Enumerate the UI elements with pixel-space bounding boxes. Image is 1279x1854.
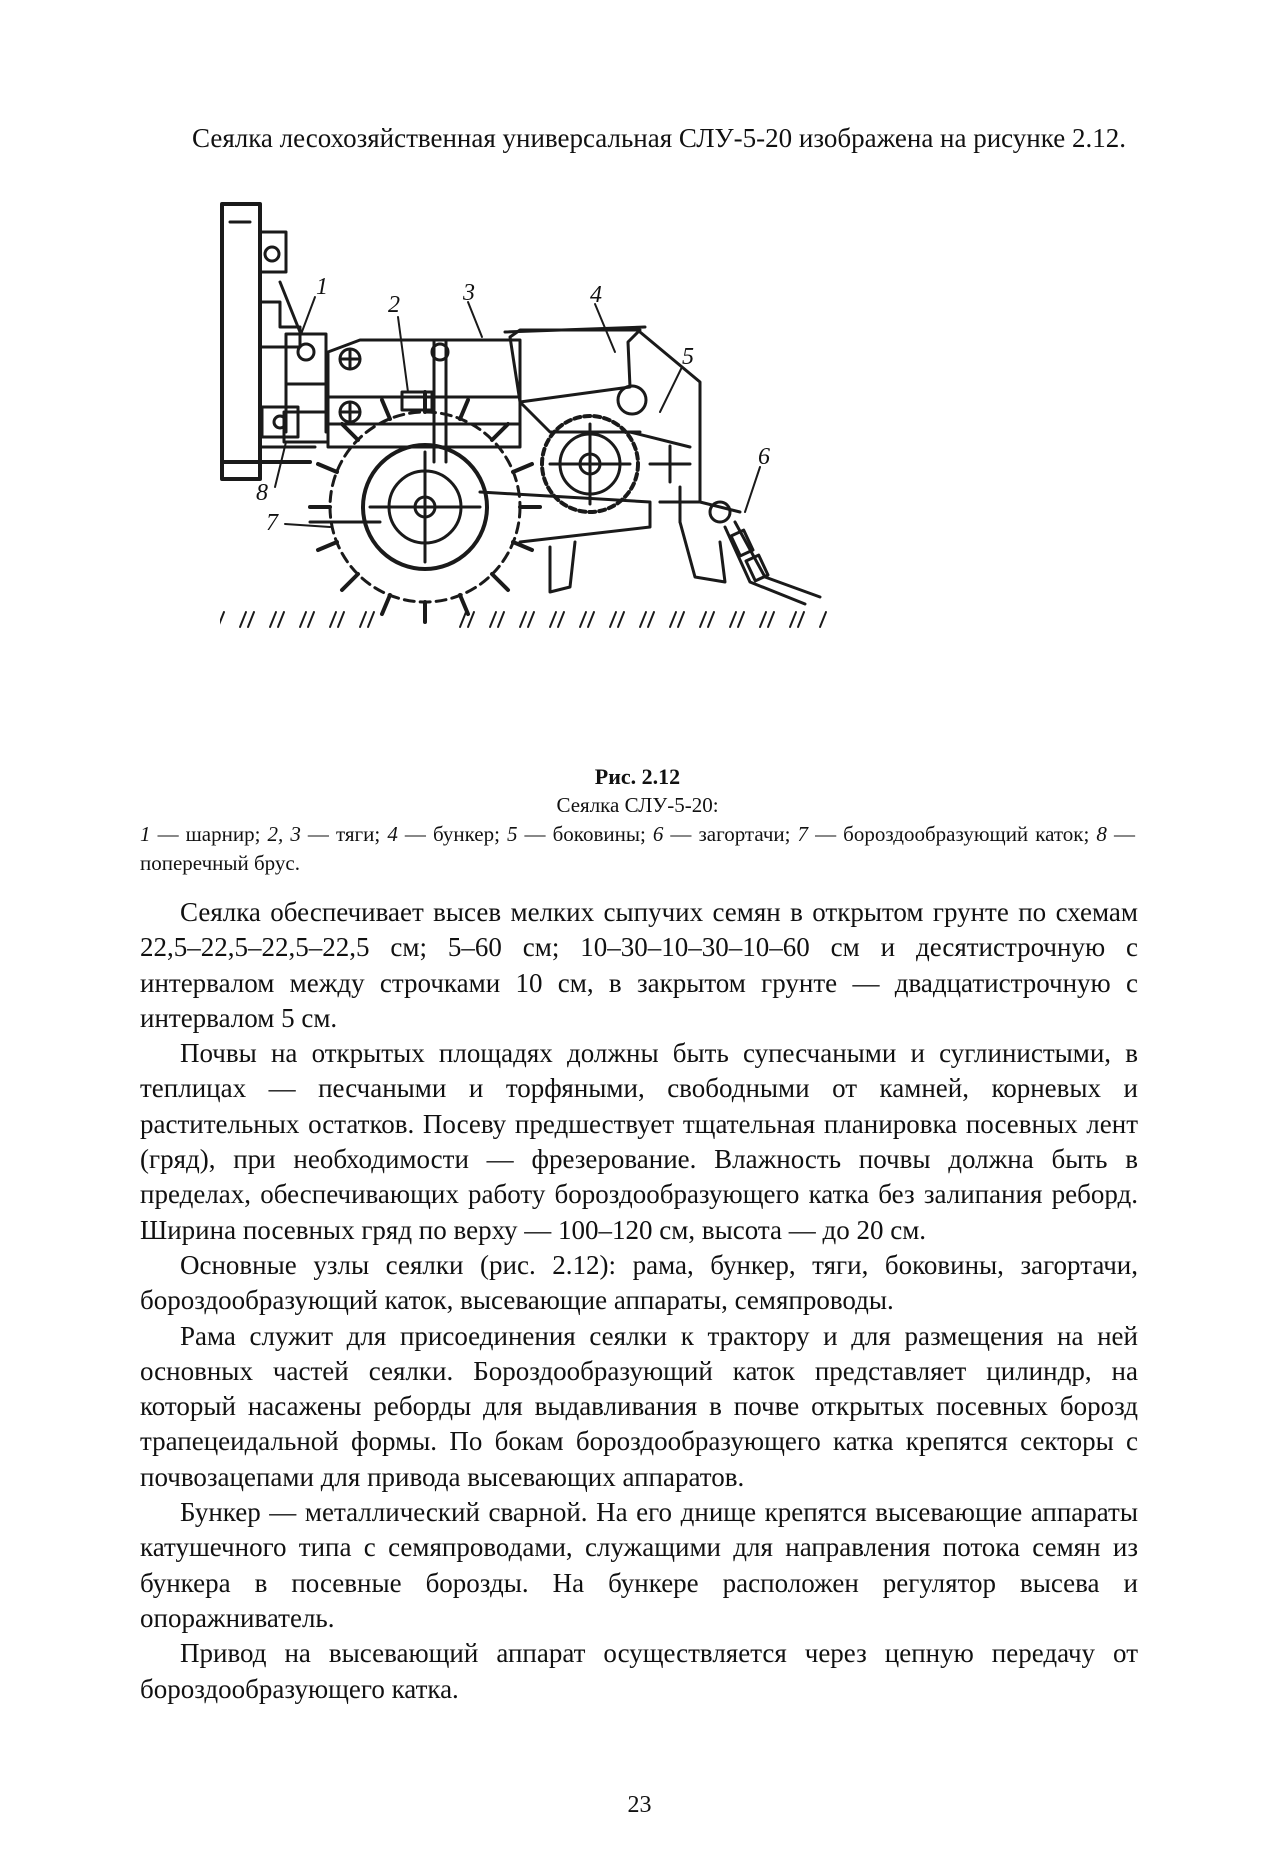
- paragraph: Бункер — металлический сварной. На его днище крепятся высевающие аппараты катушечного типа с семяпроводами, служащими для направления потока семян из бункера в посевные борозды. На бункере расположен регулятор высева и опоражниватель.: [140, 1497, 1138, 1633]
- hinge-part-1: [280, 282, 328, 442]
- label-5: 5: [682, 344, 694, 370]
- hitch-post: [222, 204, 315, 479]
- label-3: 3: [463, 280, 475, 306]
- label-7: 7: [266, 510, 278, 536]
- legend-text: — шарнир;: [150, 822, 268, 846]
- intro-text: Сеялка лесохозяйственная универсальная СЛУ-5-20 изображена на рисунке 2.12.: [192, 123, 1126, 153]
- paragraph: Сеялка обеспечивает высев мелких сыпучих семян в открытом грунте по схемам 22,5–22,5–22,5–22,5 см; 5–60 см; 10–30–10–30–10–60 см и десятистрочную с интервалом между строчками 10 см, в закрытом грунте — двадцатистрочную с интервалом 5 см.: [140, 897, 1138, 1033]
- seeder-figure: [220, 202, 1010, 752]
- legend-num: 2, 3: [267, 822, 301, 846]
- legend-num: 4: [387, 822, 398, 846]
- figure-legend: [140, 820, 1135, 878]
- label-8: 8: [256, 480, 268, 506]
- legend-text: — бункер;: [397, 822, 507, 846]
- paragraph: Почвы на открытых площадях должны быть супесчаными и суглинистыми, в теплицах — песчаными и торфяными, свободными от камней, корневых и растительных остатков. Посеву предшествует тщательная планировка посевных лент (гряд), при необходимости — фрезерование. Влажность почвы должна быть в пределах, обеспечивающих работу бороздообразующего катка без залипания реборд. Ширина посевных гряд по верху — 100–120 см, высота — до 20 см.: [140, 1038, 1138, 1245]
- intro-paragraph: [152, 120, 1137, 157]
- legend-text: — тяги;: [300, 822, 388, 846]
- body-text: [140, 895, 1138, 1707]
- legend-num: 8: [1096, 822, 1107, 846]
- legend-text: — боковины;: [517, 822, 653, 846]
- coverers: [680, 502, 820, 604]
- part-labels: [256, 274, 770, 536]
- ground-line: [220, 610, 835, 627]
- label-6: 6: [758, 444, 770, 470]
- paragraph: Основные узлы сеялки (рис. 2.12): рама, бункер, тяги, боковины, загортачи, бороздообразующий каток, высевающие аппараты, семяпроводы.: [140, 1249, 1138, 1316]
- label-2: 2: [388, 292, 400, 318]
- legend-num: 5: [506, 822, 518, 846]
- figure-caption: [140, 762, 1135, 878]
- legend-num: 7: [797, 822, 809, 846]
- legend-num: 6: [652, 822, 664, 846]
- paragraph: Рама служит для присоединения сеялки к трактору и для размещения на ней основных частей сеялки. Бороздообразующий каток представляет цилиндр, на который насажены реборды для выдавливания в почве открытых посевных борозд трапецеидальной формы. По бокам бороздообразующего катка крепятся секторы с почвозацепами для привода высевающих аппаратов.: [140, 1320, 1138, 1492]
- legend-num: 1: [140, 822, 151, 846]
- paragraph: Привод на высевающий аппарат осуществляется через цепную передачу от бороздообразующего катка.: [140, 1638, 1138, 1704]
- seeder-drawing: [220, 202, 1010, 752]
- figure-title: Рис. 2.12: [594, 764, 681, 789]
- page-number: 23: [627, 1792, 652, 1818]
- figure-subtitle: Сеялка СЛУ-5-20:: [556, 793, 719, 817]
- legend-text: — загортачи;: [663, 822, 798, 846]
- legend-text: — бороздообразующий каток;: [808, 822, 1097, 846]
- legend-text: — поперечный брус.: [140, 822, 1135, 875]
- label-4: 4: [590, 282, 602, 308]
- furrow-roller: [310, 392, 540, 622]
- label-1: 1: [316, 274, 328, 300]
